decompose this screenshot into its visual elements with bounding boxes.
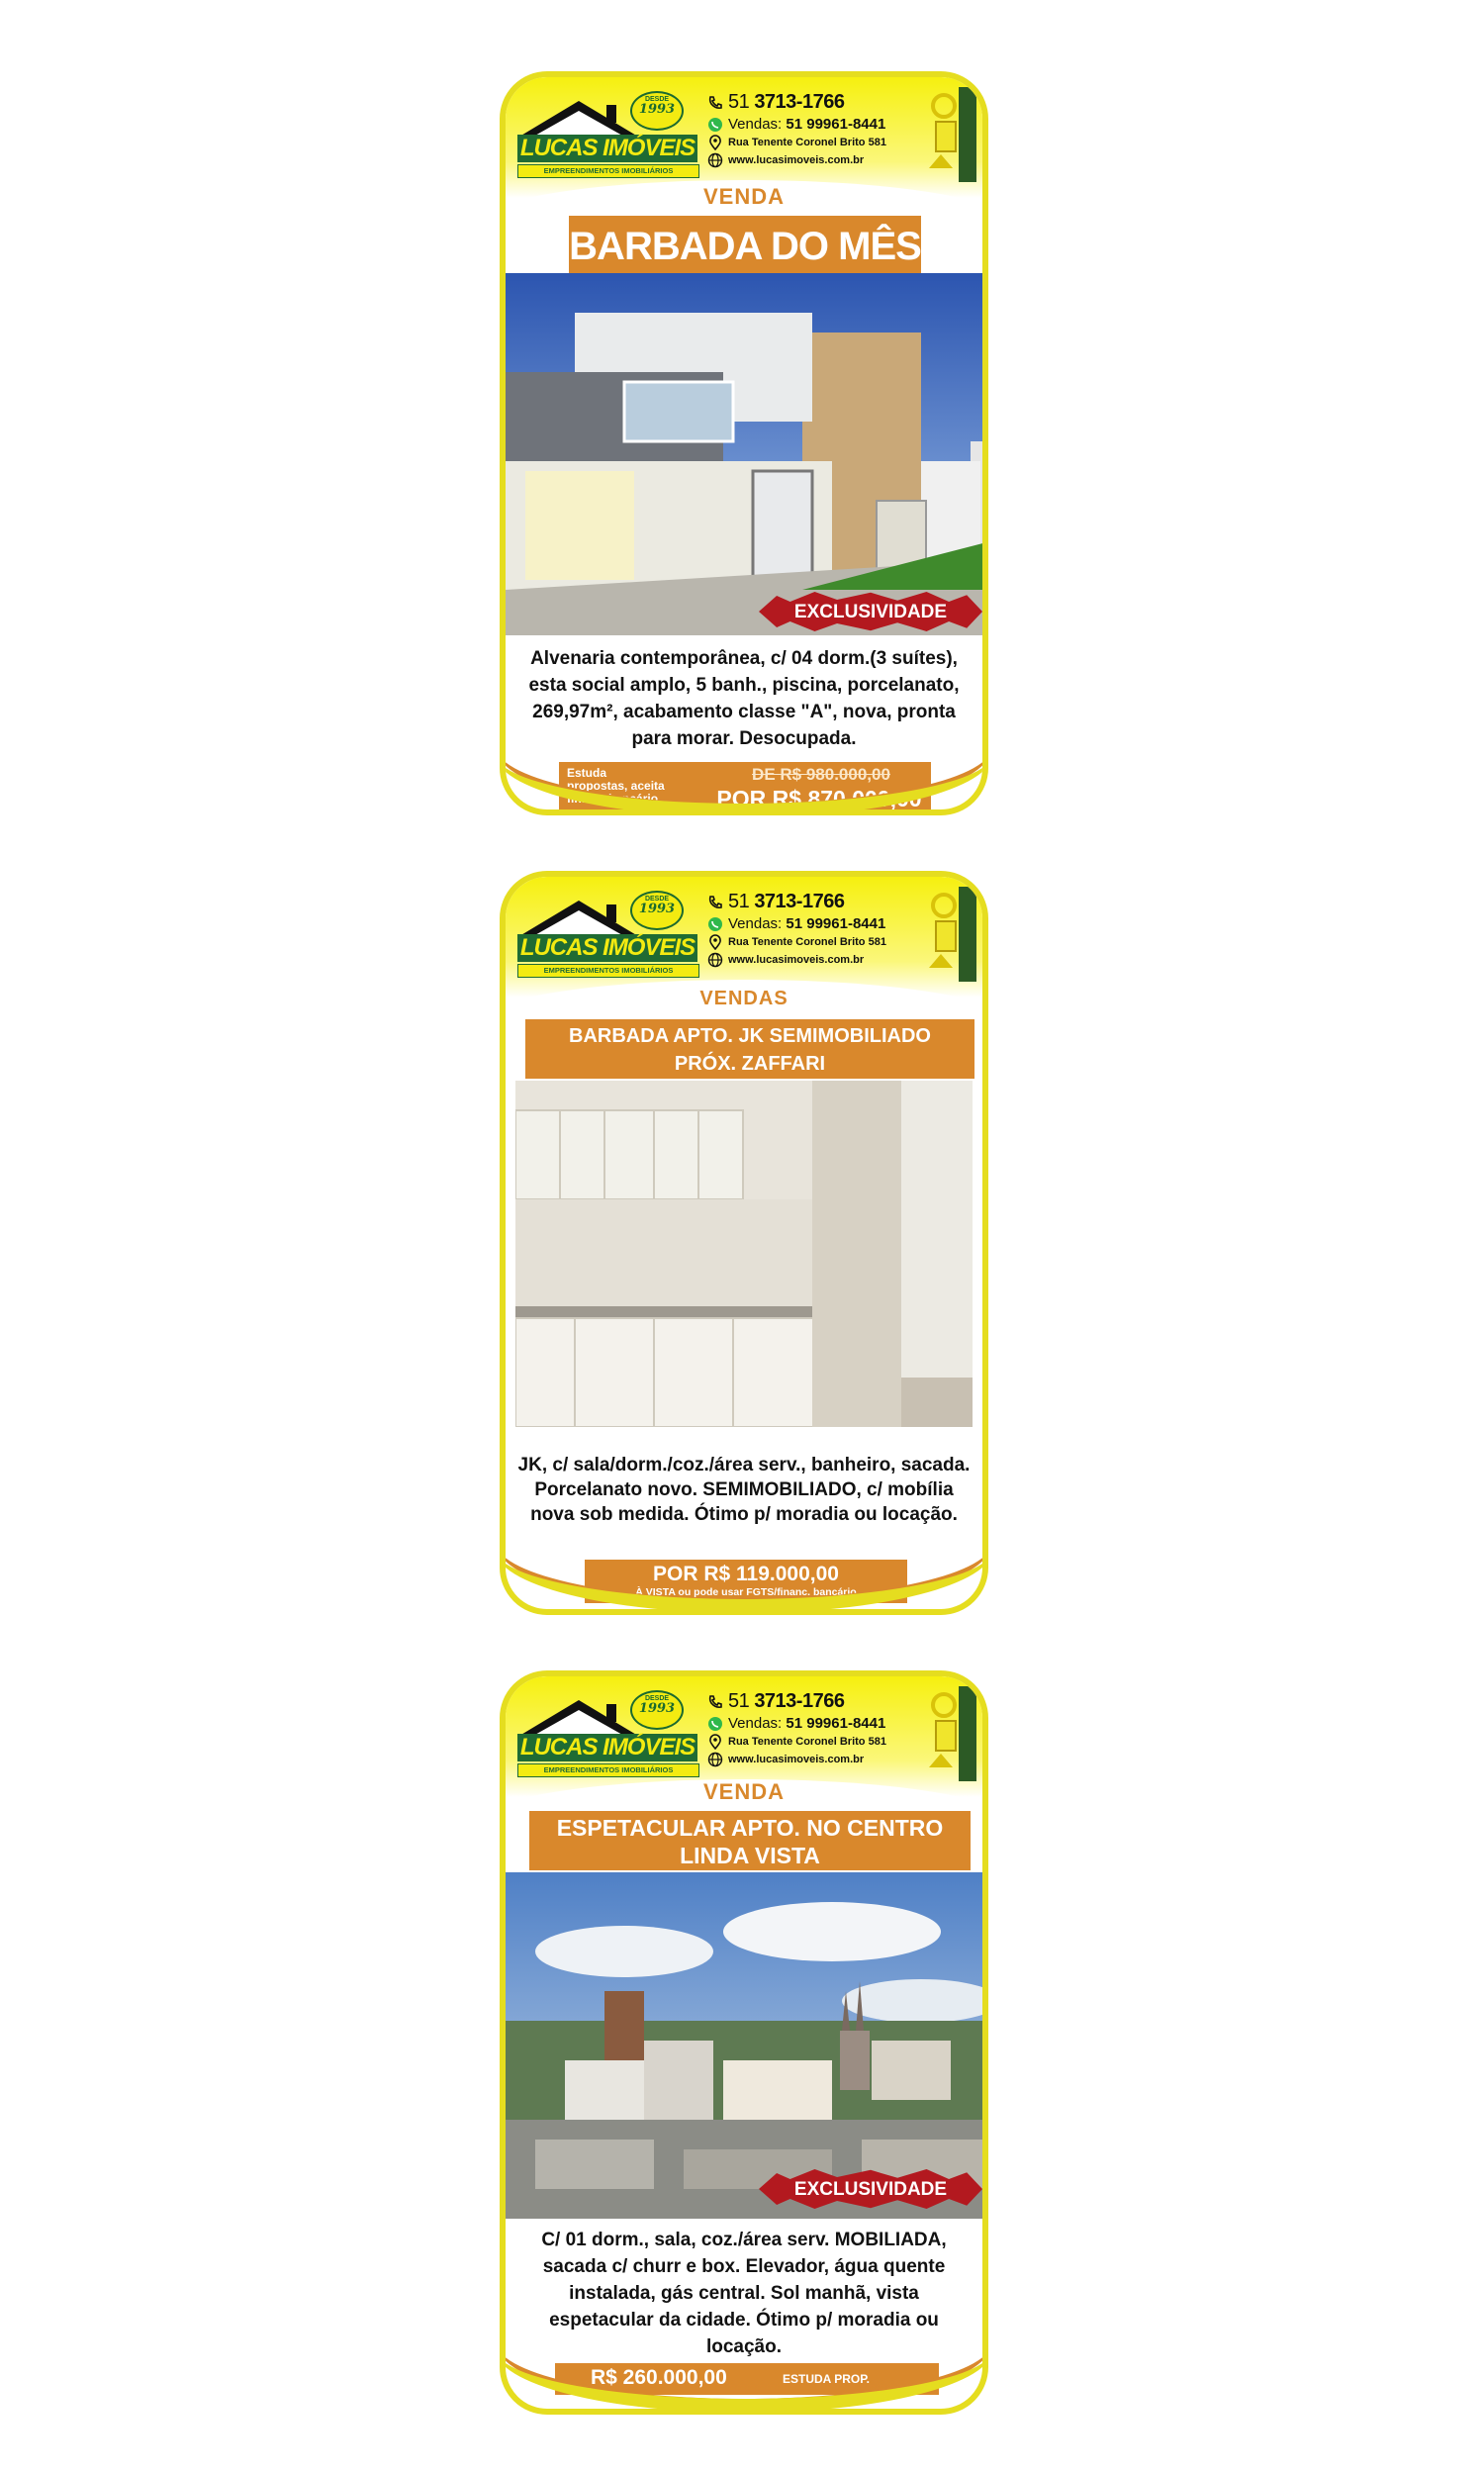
old-price: DE R$ 980.000,00 (752, 765, 890, 784)
city-view-photo (506, 1872, 982, 2219)
contact-block (707, 91, 925, 170)
category-label: VENDAS (699, 988, 788, 1009)
phone-number[interactable]: 51 3713-1766 (728, 1690, 845, 1712)
listing-description: JK, c/ sala/dorm./coz./área serv., banheiro, sacada. Porcelanato novo. SEMIMOBILIADO, c/ mobília nova sob medida. Ótimo p/ moradia ou locação. (517, 1455, 971, 1525)
since-seal: DESDE 1993 (630, 1690, 684, 1730)
company-logo (515, 1690, 699, 1781)
location-pin-icon (707, 1734, 723, 1750)
website-link[interactable]: www.lucasimoveis.com.br (728, 154, 865, 166)
phone-number[interactable]: 51 3713-1766 (728, 891, 845, 912)
phone-icon (707, 95, 723, 111)
globe-icon (707, 152, 723, 168)
whatsapp-number[interactable]: Vendas: 51 99961-8441 (728, 1715, 886, 1732)
house-icon (929, 954, 953, 968)
current-price: R$ 260.000,00 (591, 2366, 727, 2389)
card-header (506, 77, 982, 198)
globe-icon (707, 1752, 723, 1767)
listing-card-2 (500, 871, 988, 1615)
listing-title: BARBADA APTO. JK SEMIMOBILIADO PRÓX. ZAFFARI (525, 1019, 974, 1079)
phone-icon (707, 1694, 723, 1710)
company-logo (515, 891, 699, 982)
listing-card-3 (500, 1670, 988, 2415)
whatsapp-number[interactable]: Vendas: 51 99961-8441 (728, 915, 886, 932)
brand-name: LUCAS IMÓVEIS (517, 135, 697, 162)
payment-note: À VISTA ou pode usar FGTS/financ. bancário (635, 1586, 857, 1598)
whatsapp-icon (707, 916, 723, 932)
website-link[interactable]: www.lucasimoveis.com.br (728, 1754, 865, 1765)
listing-title: ESPETACULAR APTO. NO CENTRO LINDA VISTA (529, 1811, 971, 1870)
key-decoration (927, 887, 976, 982)
proposal-note: ESTUDA PROP. (783, 2372, 871, 2386)
globe-icon (707, 952, 723, 968)
brand-subtitle: EMPREENDIMENTOS IMOBILIÁRIOS (517, 964, 699, 978)
roof-icon (515, 1694, 644, 1738)
category-label: VENDA (702, 1779, 785, 1804)
kitchen-photo (515, 1081, 973, 1427)
brand-name: LUCAS IMÓVEIS (517, 934, 697, 962)
house-icon (929, 1754, 953, 1767)
exclusive-badge: EXCLUSIVIDADE (759, 592, 982, 631)
whatsapp-number[interactable]: Vendas: 51 99961-8441 (728, 116, 886, 133)
location-pin-icon (707, 934, 723, 950)
house-photo (506, 273, 982, 635)
brand-subtitle: EMPREENDIMENTOS IMOBILIÁRIOS (517, 1763, 699, 1777)
listing-title: BARBADA DO MÊS (569, 216, 921, 277)
current-price: POR R$ 870.000,00 (716, 786, 922, 811)
phone-number[interactable]: 51 3713-1766 (728, 91, 845, 113)
location-pin-icon (707, 135, 723, 150)
since-seal: DESDE 1993 (630, 891, 684, 930)
brand-name: LUCAS IMÓVEIS (517, 1734, 697, 1761)
contact-block (707, 1690, 925, 1769)
address: Rua Tenente Coronel Brito 581 (728, 137, 886, 148)
website-link[interactable]: www.lucasimoveis.com.br (728, 954, 865, 966)
current-price: POR R$ 119.000,00 (653, 1563, 839, 1585)
whatsapp-icon (707, 117, 723, 133)
key-icon (931, 893, 957, 918)
address: Rua Tenente Coronel Brito 581 (728, 1736, 886, 1748)
roof-icon (515, 895, 644, 938)
house-icon (929, 154, 953, 168)
since-seal: DESDE 1993 (630, 91, 684, 131)
listing-description: C/ 01 dorm., sala, coz./área serv. MOBILIADA, sacada c/ churr e box. Elevador, água quente instalada, gás central. Sol manhã, vista espetacular da cidade. Ótimo p/ moradia ou locação. (541, 2230, 947, 2357)
card-header (506, 877, 982, 998)
category-label: VENDA (702, 184, 785, 209)
key-icon (931, 93, 957, 119)
brand-subtitle: EMPREENDIMENTOS IMOBILIÁRIOS (517, 164, 699, 178)
key-decoration (927, 1686, 976, 1781)
exclusive-badge: EXCLUSIVIDADE (759, 2169, 982, 2209)
financing-note: Estuda propostas, aceita financ. bancário. (567, 766, 665, 806)
roof-icon (515, 95, 644, 139)
phone-icon (707, 895, 723, 910)
listing-description: Alvenaria contemporânea, c/ 04 dorm.(3 suítes), esta social amplo, 5 banh., piscina, porcelanato, 269,97m², acabamento classe "A", nova, pronta para morar. Desocupada. (528, 648, 960, 749)
listing-card-1 (500, 71, 988, 815)
whatsapp-icon (707, 1716, 723, 1732)
key-decoration (927, 87, 976, 182)
address: Rua Tenente Coronel Brito 581 (728, 936, 886, 948)
contact-block (707, 891, 925, 970)
company-logo (515, 91, 699, 182)
key-icon (931, 1692, 957, 1718)
